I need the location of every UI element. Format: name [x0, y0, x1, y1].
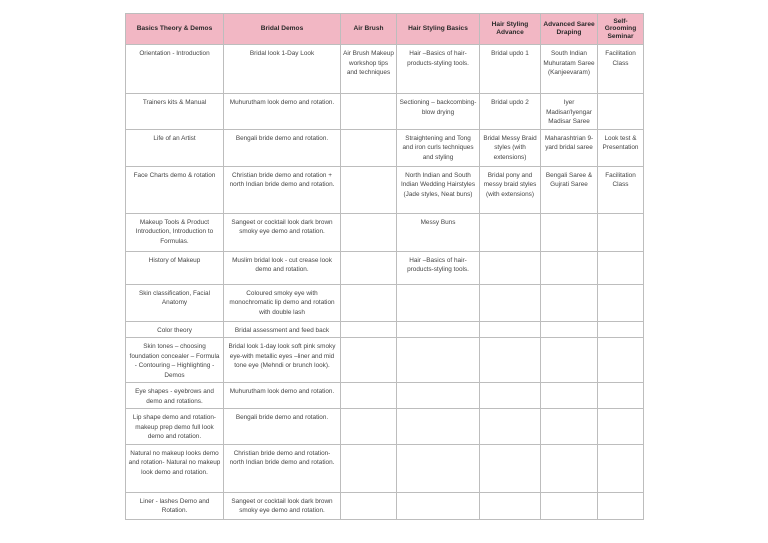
cell-text: Sangeet or cocktail look dark brown smoky eye demo and rotation. — [231, 497, 333, 514]
table-cell-hair-styling-basics — [397, 383, 480, 409]
table-cell-self-grooming-seminar — [598, 129, 644, 166]
cell-text: Bengali Saree & Gujrati Saree — [545, 171, 593, 188]
table-cell-bridal-demos — [224, 129, 341, 166]
column-header-hair-styling-advance: Hair Styling Advance — [480, 14, 541, 45]
table-row — [126, 213, 644, 251]
table-cell-hair-styling-advance — [480, 409, 541, 445]
table-cell-air-brush — [341, 213, 397, 251]
table-cell-bridal-demos — [224, 213, 341, 251]
table-cell-bridal-demos — [224, 166, 341, 213]
table-cell-hair-styling-basics — [397, 321, 480, 338]
table-row — [126, 45, 644, 94]
table-row — [126, 409, 644, 445]
table-cell-hair-styling-basics — [397, 492, 480, 519]
table-cell-air-brush — [341, 383, 397, 409]
cell-text: Bridal Messy Braid styles (with extensions) — [483, 134, 537, 161]
cell-text: Christian bride demo and rotation- north Indian bride demo and rotation. — [229, 449, 335, 466]
table-cell-bridal-demos — [224, 492, 341, 519]
column-header-air-brush: Air Brush — [341, 14, 397, 45]
cell-text: Bridal assessment and feed back — [234, 326, 330, 334]
table-cell-hair-styling-basics — [397, 129, 480, 166]
table-cell-basics-theory-demos — [126, 94, 224, 130]
table-cell-air-brush — [341, 45, 397, 94]
table-cell-air-brush — [341, 444, 397, 492]
cell-text: Muhurutham look demo and rotation. — [229, 99, 335, 106]
cell-text: Orientation - Introduction — [139, 50, 210, 57]
table-cell-advanced-saree-draping — [541, 251, 598, 284]
cell-text: Bridal look 1-day look soft pink smoky eye-with metallic eyes –liner and mid tone eye (Mehndi or brunch look). — [228, 343, 336, 369]
cell-text: Life of an Artist — [153, 134, 196, 142]
cell-text: Skin classification, Facial Anatomy — [138, 289, 211, 306]
table-cell-bridal-demos — [224, 94, 341, 130]
table-cell-hair-styling-advance — [480, 444, 541, 492]
table-cell-hair-styling-basics — [397, 166, 480, 213]
table-cell-hair-styling-advance — [480, 213, 541, 251]
cell-text: Facilitation Class — [605, 50, 636, 67]
cell-text: Bengali bride demo and rotation. — [235, 134, 329, 142]
table-cell-basics-theory-demos — [126, 338, 224, 383]
table-cell-self-grooming-seminar — [598, 94, 644, 130]
cell-text: Liner - lashes Demo and Rotation. — [139, 497, 210, 514]
table-cell-self-grooming-seminar — [598, 409, 644, 445]
table-cell-self-grooming-seminar — [598, 444, 644, 492]
table-cell-advanced-saree-draping — [541, 45, 598, 94]
cell-text: Sangeet or cocktail look dark brown smoky eye demo and rotation. — [231, 218, 333, 235]
table-cell-advanced-saree-draping — [541, 321, 598, 338]
table-cell-self-grooming-seminar — [598, 166, 644, 213]
table-cell-advanced-saree-draping — [541, 129, 598, 166]
table-row — [126, 492, 644, 519]
table-cell-advanced-saree-draping — [541, 213, 598, 251]
table-cell-basics-theory-demos — [126, 213, 224, 251]
cell-text: Coloured smoky eye with monochromatic lip demo and rotation with double lash — [229, 289, 335, 316]
table-cell-hair-styling-advance — [480, 284, 541, 321]
table-cell-self-grooming-seminar — [598, 383, 644, 409]
table-cell-hair-styling-advance — [480, 166, 541, 213]
table-cell-air-brush — [341, 321, 397, 338]
table-cell-hair-styling-advance — [480, 251, 541, 284]
table-row — [126, 129, 644, 166]
column-header-basics-theory-demos: Basics Theory & Demos — [126, 14, 224, 45]
table-cell-bridal-demos — [224, 338, 341, 383]
table-cell-hair-styling-advance — [480, 45, 541, 94]
table-cell-basics-theory-demos — [126, 129, 224, 166]
table-cell-hair-styling-basics — [397, 213, 480, 251]
table-cell-air-brush — [341, 251, 397, 284]
cell-text: Bengali bride demo and rotation. — [235, 414, 329, 421]
table-cell-hair-styling-basics — [397, 284, 480, 321]
table-row — [126, 94, 644, 130]
table-cell-advanced-saree-draping — [541, 444, 598, 492]
table-row — [126, 338, 644, 383]
cell-text: Straightening and Tong and iron curls techniques and styling — [402, 134, 474, 161]
table-cell-advanced-saree-draping — [541, 166, 598, 213]
cell-text: Messy Buns — [420, 218, 456, 226]
table-cell-hair-styling-basics — [397, 45, 480, 94]
cell-text: North Indian and South Indian Wedding Hairstyles (Jade styles, Neat buns) — [400, 171, 476, 198]
table-cell-hair-styling-advance — [480, 321, 541, 338]
table-cell-hair-styling-basics — [397, 409, 480, 445]
table-cell-basics-theory-demos — [126, 492, 224, 519]
table-row — [126, 383, 644, 409]
cell-text: Look test & Presentation — [602, 134, 639, 151]
cell-text: Bridal updo 2 — [491, 99, 529, 106]
table-cell-hair-styling-basics — [397, 444, 480, 492]
header-row — [126, 14, 644, 45]
cell-text: Hair –Basics of hair-products-styling tools. — [407, 50, 469, 67]
column-header-hair-styling-basics: Hair Styling Basics — [397, 14, 480, 45]
cell-text: Bridal updo 1 — [491, 50, 529, 57]
table-cell-basics-theory-demos — [126, 444, 224, 492]
column-header-self-grooming-seminar: Self-Grooming Seminar — [598, 14, 644, 45]
table-cell-advanced-saree-draping — [541, 94, 598, 130]
table-cell-self-grooming-seminar — [598, 338, 644, 383]
cell-text: Face Charts demo & rotation — [133, 171, 216, 179]
table-cell-air-brush — [341, 94, 397, 130]
cell-text: Bridal pony and messy braid styles (with extensions) — [483, 171, 537, 198]
table-cell-hair-styling-advance — [480, 338, 541, 383]
table-cell-basics-theory-demos — [126, 409, 224, 445]
table-cell-hair-styling-advance — [480, 94, 541, 130]
table-cell-bridal-demos — [224, 251, 341, 284]
table-cell-bridal-demos — [224, 284, 341, 321]
table-cell-hair-styling-basics — [397, 94, 480, 130]
table-cell-advanced-saree-draping — [541, 284, 598, 321]
table-cell-bridal-demos — [224, 321, 341, 338]
cell-text: Eye shapes - eyebrows and demo and rotations. — [135, 388, 214, 405]
cell-text: Makeup Tools & Product Introduction, Introduction to Formulas. — [135, 218, 214, 245]
cell-text: Muhurutham look demo and rotation. — [229, 388, 335, 395]
table-cell-hair-styling-advance — [480, 492, 541, 519]
table-cell-self-grooming-seminar — [598, 251, 644, 284]
cell-text: Hair –Basics of hair-products-styling tools. — [407, 256, 469, 273]
table-cell-self-grooming-seminar — [598, 321, 644, 338]
table-cell-air-brush — [341, 284, 397, 321]
table-cell-bridal-demos — [224, 383, 341, 409]
table-row — [126, 284, 644, 321]
table-cell-advanced-saree-draping — [541, 338, 598, 383]
table-cell-air-brush — [341, 129, 397, 166]
table-cell-advanced-saree-draping — [541, 383, 598, 409]
cell-text: Lip shape demo and rotation- makeup prep demo full look demo and rotation. — [132, 414, 217, 440]
table-row — [126, 321, 644, 338]
cell-text: Natural no makeup looks demo and rotation- Natural no makeup look demo and rotation. — [128, 449, 221, 476]
table-cell-basics-theory-demos — [126, 383, 224, 409]
cell-text: Sectioning – backcombing-blow drying — [399, 99, 477, 116]
table-cell-hair-styling-basics — [397, 251, 480, 284]
table-cell-air-brush — [341, 409, 397, 445]
table-cell-bridal-demos — [224, 45, 341, 94]
table-cell-hair-styling-advance — [480, 129, 541, 166]
table-cell-basics-theory-demos — [126, 251, 224, 284]
table-cell-air-brush — [341, 492, 397, 519]
table-cell-self-grooming-seminar — [598, 492, 644, 519]
cell-text: Skin tones – choosing foundation concealer – Formula - Contouring – Highlighting - Demos — [129, 343, 220, 379]
cell-text: Bridal look 1-Day Look — [249, 50, 315, 57]
table-cell-basics-theory-demos — [126, 166, 224, 213]
table-cell-hair-styling-advance — [480, 383, 541, 409]
cell-text: History of Makeup — [148, 256, 201, 264]
table-row — [126, 444, 644, 492]
table-cell-air-brush — [341, 338, 397, 383]
column-header-advanced-saree-draping: Advanced Saree Draping — [541, 14, 598, 45]
cell-text: Air Brush Makeup workshop tips and techniques — [343, 50, 394, 76]
course-schedule-table — [125, 13, 644, 520]
table-cell-self-grooming-seminar — [598, 284, 644, 321]
table-body — [126, 45, 644, 520]
table-cell-basics-theory-demos — [126, 45, 224, 94]
table-cell-bridal-demos — [224, 409, 341, 445]
cell-text: Facilitation Class — [605, 171, 636, 188]
cell-text: Trainers kits & Manual — [142, 99, 207, 106]
table-row — [126, 166, 644, 213]
column-header-bridal-demos: Bridal Demos — [224, 14, 341, 45]
table-cell-advanced-saree-draping — [541, 492, 598, 519]
cell-text: Christian bride demo and rotation + north Indian bride demo and rotation. — [229, 171, 335, 188]
table-cell-self-grooming-seminar — [598, 45, 644, 94]
table-cell-basics-theory-demos — [126, 284, 224, 321]
table-cell-bridal-demos — [224, 444, 341, 492]
cell-text: Color theory — [157, 326, 192, 334]
cell-text: Maharashtrian 9-yard bridal saree — [544, 134, 594, 151]
cell-text: Iyer Madisar/Iyengar Madisar Saree — [546, 99, 592, 125]
cell-text: South Indian Muhuratam Saree (Kanjeevaram) — [543, 50, 595, 76]
table-cell-self-grooming-seminar — [598, 213, 644, 251]
table-cell-air-brush — [341, 166, 397, 213]
cell-text: Muslim bridal look - cut crease look demo and rotation. — [232, 256, 332, 273]
table-cell-hair-styling-basics — [397, 338, 480, 383]
table-row — [126, 251, 644, 284]
table-cell-advanced-saree-draping — [541, 409, 598, 445]
table-cell-basics-theory-demos — [126, 321, 224, 338]
